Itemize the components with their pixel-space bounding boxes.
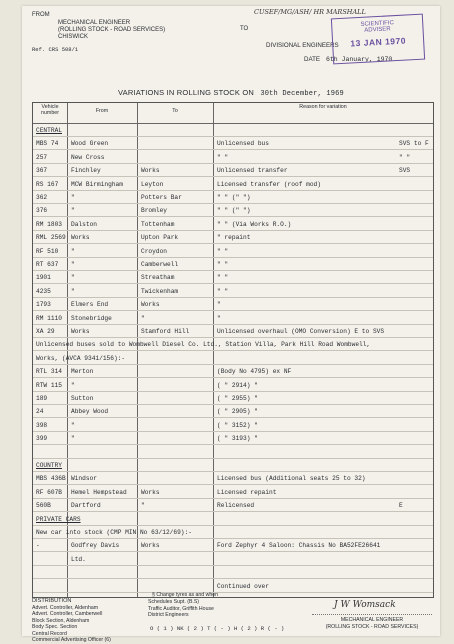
- table-row: [33, 353, 433, 365]
- cell-reason: Licensed repaint: [217, 488, 277, 496]
- row-rule: [33, 391, 433, 392]
- row-rule: [33, 190, 433, 191]
- table-row: [33, 473, 433, 485]
- cell-vehicle: RS 167: [36, 180, 59, 188]
- row-rule: [33, 471, 433, 472]
- table-row: [33, 152, 433, 164]
- cell-reason: Unlicensed bus: [217, 140, 269, 148]
- stamp-date: 13 JAN 1970: [350, 35, 407, 49]
- cell-from: ": [71, 261, 75, 268]
- distribution: [32, 598, 111, 644]
- cell-reason: Continued over: [217, 582, 269, 590]
- cell-vehicle: 189: [36, 395, 48, 402]
- cell-to: Works: [141, 167, 160, 175]
- cell-extra: SVS to F: [399, 140, 429, 148]
- table-row: [33, 567, 433, 579]
- column-header-reason: Reason for variation: [299, 104, 347, 110]
- cell-from: Finchley: [71, 167, 101, 175]
- cell-vehicle: 1901: [36, 274, 51, 282]
- row-rule: [33, 297, 433, 298]
- row-rule: [33, 257, 433, 258]
- cell-from: ": [71, 247, 75, 255]
- cell-reason: (Body No 4795) ex NF: [217, 368, 292, 376]
- section-heading: COUNTRY: [36, 462, 62, 469]
- table-row: [33, 326, 433, 338]
- row-rule: [33, 324, 433, 325]
- table-row: [33, 179, 433, 191]
- cell-vehicle: 24: [36, 408, 44, 416]
- variations-table: [32, 102, 434, 598]
- row-rule: [33, 458, 433, 459]
- table-row: [33, 299, 433, 311]
- cell-vehicle: -: [36, 542, 40, 550]
- row-note: Unlicensed buses sold to Wombwell Diesel Co. Ltd., Station Villa, Park Hill Road Wombwell,: [36, 341, 371, 349]
- table-row: [33, 366, 433, 378]
- cell-vehicle: 367: [36, 167, 48, 175]
- row-rule: [33, 377, 433, 378]
- table-row: [33, 393, 433, 405]
- received-stamp: [331, 14, 425, 65]
- cell-from: Works: [71, 234, 90, 242]
- allocation-codes: O ( 1 ) NK ( 2 ) T ( - ) H ( 2 ) R ( - ): [150, 625, 285, 632]
- table-row: [33, 286, 433, 298]
- cell-reason: ( " 3193) ": [217, 435, 258, 443]
- cell-from: ": [71, 287, 75, 295]
- cell-vehicle: RM 1803: [36, 220, 62, 228]
- distribution-line: Body Spec. Section: [32, 624, 78, 630]
- cell-to: Streatham: [141, 274, 175, 282]
- row-rule: [33, 578, 433, 579]
- table-row: [33, 192, 433, 204]
- date-value: 6th January, 1970: [326, 56, 393, 63]
- title-text: VARIATIONS IN ROLLING STOCK ON: [118, 88, 255, 97]
- cell-from: ": [71, 381, 75, 389]
- distribution-line: Advert. Controller, Camberwell: [32, 611, 103, 617]
- stamp-line: ADVISER: [364, 26, 391, 34]
- row-rule: [33, 565, 433, 566]
- row-note: Works, (AVCA 9341/156):-: [36, 354, 126, 362]
- cell-vehicle: 398: [36, 421, 48, 429]
- table-row: [33, 487, 433, 499]
- row-rule: [33, 417, 433, 418]
- row-rule: [33, 484, 433, 485]
- table-row: [33, 165, 433, 177]
- cell-reason: ( " 2955) ": [217, 395, 258, 402]
- cell-reason: Licensed bus (Additional seats 25 to 32): [217, 475, 366, 483]
- cell-reason: ": [217, 301, 221, 309]
- cell-reason: " ": [217, 274, 229, 282]
- column-header-from: From: [95, 108, 109, 114]
- cell-vehicle: XA 29: [36, 328, 55, 335]
- cell-vehicle: 1793: [36, 301, 51, 309]
- cell-vehicle: 399: [36, 435, 48, 443]
- cell-reason: Relicensed: [217, 502, 255, 510]
- row-rule: [33, 592, 433, 593]
- table-row: [33, 232, 433, 244]
- header-divider: [33, 123, 433, 124]
- cell-from: Merton: [71, 368, 94, 376]
- cell-to: Upton Park: [141, 234, 179, 242]
- table-row: [33, 272, 433, 284]
- distribution-line: Block Section, Aldenham: [32, 617, 90, 624]
- table-row: [33, 259, 433, 271]
- cell-reason: " repaint: [217, 234, 251, 242]
- cell-reason: " " (Via Works R.O.): [217, 220, 292, 228]
- cell-vehicle: MBS 74: [36, 140, 59, 148]
- reference: Ref. CRS 508/1: [32, 46, 79, 53]
- cell-vehicle: RTW 115: [36, 381, 62, 389]
- table-row: [33, 460, 433, 472]
- table-row: [33, 581, 433, 593]
- table-row: [33, 339, 433, 351]
- cell-to: Works: [141, 488, 160, 496]
- cell-extra: SVS: [399, 167, 411, 175]
- cell-from: Windsor: [71, 475, 97, 483]
- cell-vehicle: MBS 436B: [36, 475, 66, 483]
- cell-from: Godfrey Davis: [71, 542, 120, 550]
- row-rule: [33, 230, 433, 231]
- table-row: [33, 420, 433, 432]
- cell-from: ": [71, 435, 75, 443]
- row-rule: [33, 283, 433, 284]
- cell-vehicle: 560B: [36, 502, 51, 510]
- cell-from: Sutton: [71, 395, 94, 402]
- table-row: [33, 554, 433, 566]
- cell-reason: " " (" "): [217, 194, 251, 201]
- from-block: [58, 20, 165, 41]
- cell-reason: ( " 3152) ": [217, 421, 258, 429]
- cell-to: ": [141, 314, 145, 322]
- cell-from: Dalston: [71, 220, 97, 228]
- cell-from: Dartford: [71, 502, 101, 510]
- section-heading: CENTRAL: [36, 127, 62, 134]
- cell-to: Twickenham: [141, 287, 179, 295]
- to-text: DIVISIONAL ENGINEERS: [266, 42, 339, 49]
- row-rule: [33, 310, 433, 311]
- cell-reason: Unlicensed transfer: [217, 167, 288, 175]
- distribution-line: Schedules Supt. (B.S): [148, 599, 200, 605]
- row-rule: [33, 176, 433, 177]
- cell-reason: Unlicensed overhaul (OMO Conversion) E to SVS: [217, 328, 385, 335]
- cell-from: Works: [71, 328, 90, 335]
- distribution-line: Advert. Controller, Aldenham: [32, 604, 99, 611]
- row-rule: [33, 511, 433, 512]
- cell-from: Stonebridge: [71, 314, 112, 322]
- date-label: DATE: [304, 56, 321, 63]
- cell-reason: ( " 2905) ": [217, 408, 258, 416]
- cell-to: Tottenham: [141, 220, 175, 228]
- table-row: [33, 514, 433, 526]
- title-date: 30th December, 1969: [260, 90, 344, 98]
- cell-vehicle: RT 637: [36, 261, 59, 268]
- row-rule: [33, 538, 433, 539]
- table-row: [33, 205, 433, 217]
- document-sheet: [22, 6, 440, 643]
- cell-to: Stamford Hill: [141, 328, 190, 335]
- distribution-line: Commercial Advertising Officer (6): [32, 637, 111, 643]
- cell-from: ": [71, 421, 75, 429]
- cell-from: Abbey Wood: [71, 408, 109, 416]
- cell-vehicle: 257: [36, 153, 48, 161]
- cell-from: Hemel Hempstead: [71, 488, 127, 496]
- table-row: [33, 246, 433, 258]
- row-rule: [33, 364, 433, 365]
- cell-to: Camberwell: [141, 261, 179, 268]
- to-label: TO: [240, 26, 249, 32]
- row-rule: [33, 163, 433, 164]
- document-title: [22, 88, 440, 98]
- table-row: [33, 313, 433, 325]
- cell-reason: Licensed transfer (roof mod): [217, 180, 321, 188]
- cell-reason: " " (" "): [217, 207, 251, 215]
- row-rule: [33, 431, 433, 432]
- signature: J W Womsack: [334, 600, 396, 610]
- distribution-line: Traffic Auditor, Griffith House: [148, 605, 214, 612]
- from-line: MECHANICAL ENGINEER: [58, 20, 131, 26]
- change-note: § Change tyres as and when: [152, 592, 219, 598]
- distribution-mid: [148, 599, 214, 619]
- distribution-label: DISTRIBUTION: [32, 598, 72, 604]
- table-row: [33, 447, 433, 459]
- cell-from: ": [71, 194, 75, 201]
- column-header-vehicle: Vehicle number: [41, 104, 59, 116]
- row-rule: [33, 350, 433, 351]
- cell-from: ": [71, 207, 75, 215]
- signatory-line: (ROLLING STOCK - ROAD SERVICES): [325, 623, 419, 630]
- cell-vehicle: 4235: [36, 287, 51, 295]
- cell-to: Bromley: [141, 207, 167, 215]
- handwritten-note: CUSEF/MG/ASH/ HR MARSHALL: [254, 8, 366, 16]
- from-line: (ROLLING STOCK - ROAD SERVICES): [58, 27, 166, 33]
- distribution-line: Central Record: [32, 630, 67, 637]
- from-line: CHISWICK: [58, 34, 88, 40]
- table-row: [33, 406, 433, 418]
- table-row: [33, 527, 433, 539]
- row-rule: [33, 525, 433, 526]
- cell-vehicle: RM 1110: [36, 314, 62, 322]
- cell-extra: " ": [399, 153, 411, 161]
- row-rule: [33, 551, 433, 552]
- section-heading: PRIVATE CARS: [36, 515, 81, 523]
- row-rule: [33, 444, 433, 445]
- signatory-line: MECHANICAL ENGINEER: [340, 617, 404, 623]
- stamp-line: SCIENTIFIC: [360, 20, 395, 28]
- table-row: [33, 433, 433, 445]
- table-row: [33, 219, 433, 231]
- cell-vehicle: 362: [36, 194, 48, 201]
- cell-from: Elmers End: [71, 301, 109, 309]
- cell-to: Potters Bar: [141, 194, 182, 201]
- cell-from: Wood Green: [71, 140, 109, 148]
- cell-to: Works: [141, 301, 160, 309]
- cell-reason: " ": [217, 153, 229, 161]
- cell-reason: " ": [217, 247, 229, 255]
- cell-to: Works: [141, 542, 160, 550]
- cell-vehicle: RF 510: [36, 247, 59, 255]
- cell-reason: " ": [217, 287, 229, 295]
- table-row: [33, 540, 433, 552]
- cell-reason: ( " 2914) ": [217, 381, 258, 389]
- row-rule: [33, 270, 433, 271]
- cell-from: ": [71, 274, 75, 282]
- cell-to: Leyton: [141, 180, 164, 188]
- cell-vehicle: RML 2569: [36, 234, 66, 242]
- signatory: [312, 614, 432, 630]
- row-rule: [33, 149, 433, 150]
- cell-from: Ltd.: [71, 555, 86, 563]
- cell-reason: ": [217, 314, 221, 322]
- cell-vehicle: 376: [36, 207, 48, 215]
- row-rule: [33, 203, 433, 204]
- cell-to: Croydon: [141, 247, 167, 255]
- cell-from: MCW Birmingham: [71, 180, 123, 188]
- cell-to: ": [141, 502, 145, 510]
- row-note: New car into stock (CMP MIN No 63/12/69):-: [36, 529, 192, 536]
- cell-extra: E: [399, 502, 403, 510]
- row-rule: [33, 243, 433, 244]
- table-row: [33, 380, 433, 392]
- row-rule: [33, 337, 433, 338]
- cell-reason: " ": [217, 261, 229, 268]
- row-rule: [33, 498, 433, 499]
- row-rule: [33, 136, 433, 137]
- row-rule: [33, 404, 433, 405]
- cell-reason: Ford Zephyr 4 Saloon: Chassis No BA52FE26641: [217, 542, 381, 550]
- table-row: [33, 500, 433, 512]
- cell-vehicle: RTL 314: [36, 368, 62, 376]
- cell-from: New Cross: [71, 153, 105, 161]
- row-rule: [33, 216, 433, 217]
- table-row: [33, 125, 433, 137]
- cell-vehicle: RF 607B: [36, 488, 62, 496]
- from-label: FROM: [32, 12, 50, 18]
- distribution-line: District Engineers: [148, 612, 189, 618]
- table-row: [33, 138, 433, 150]
- column-header-to: To: [172, 108, 178, 114]
